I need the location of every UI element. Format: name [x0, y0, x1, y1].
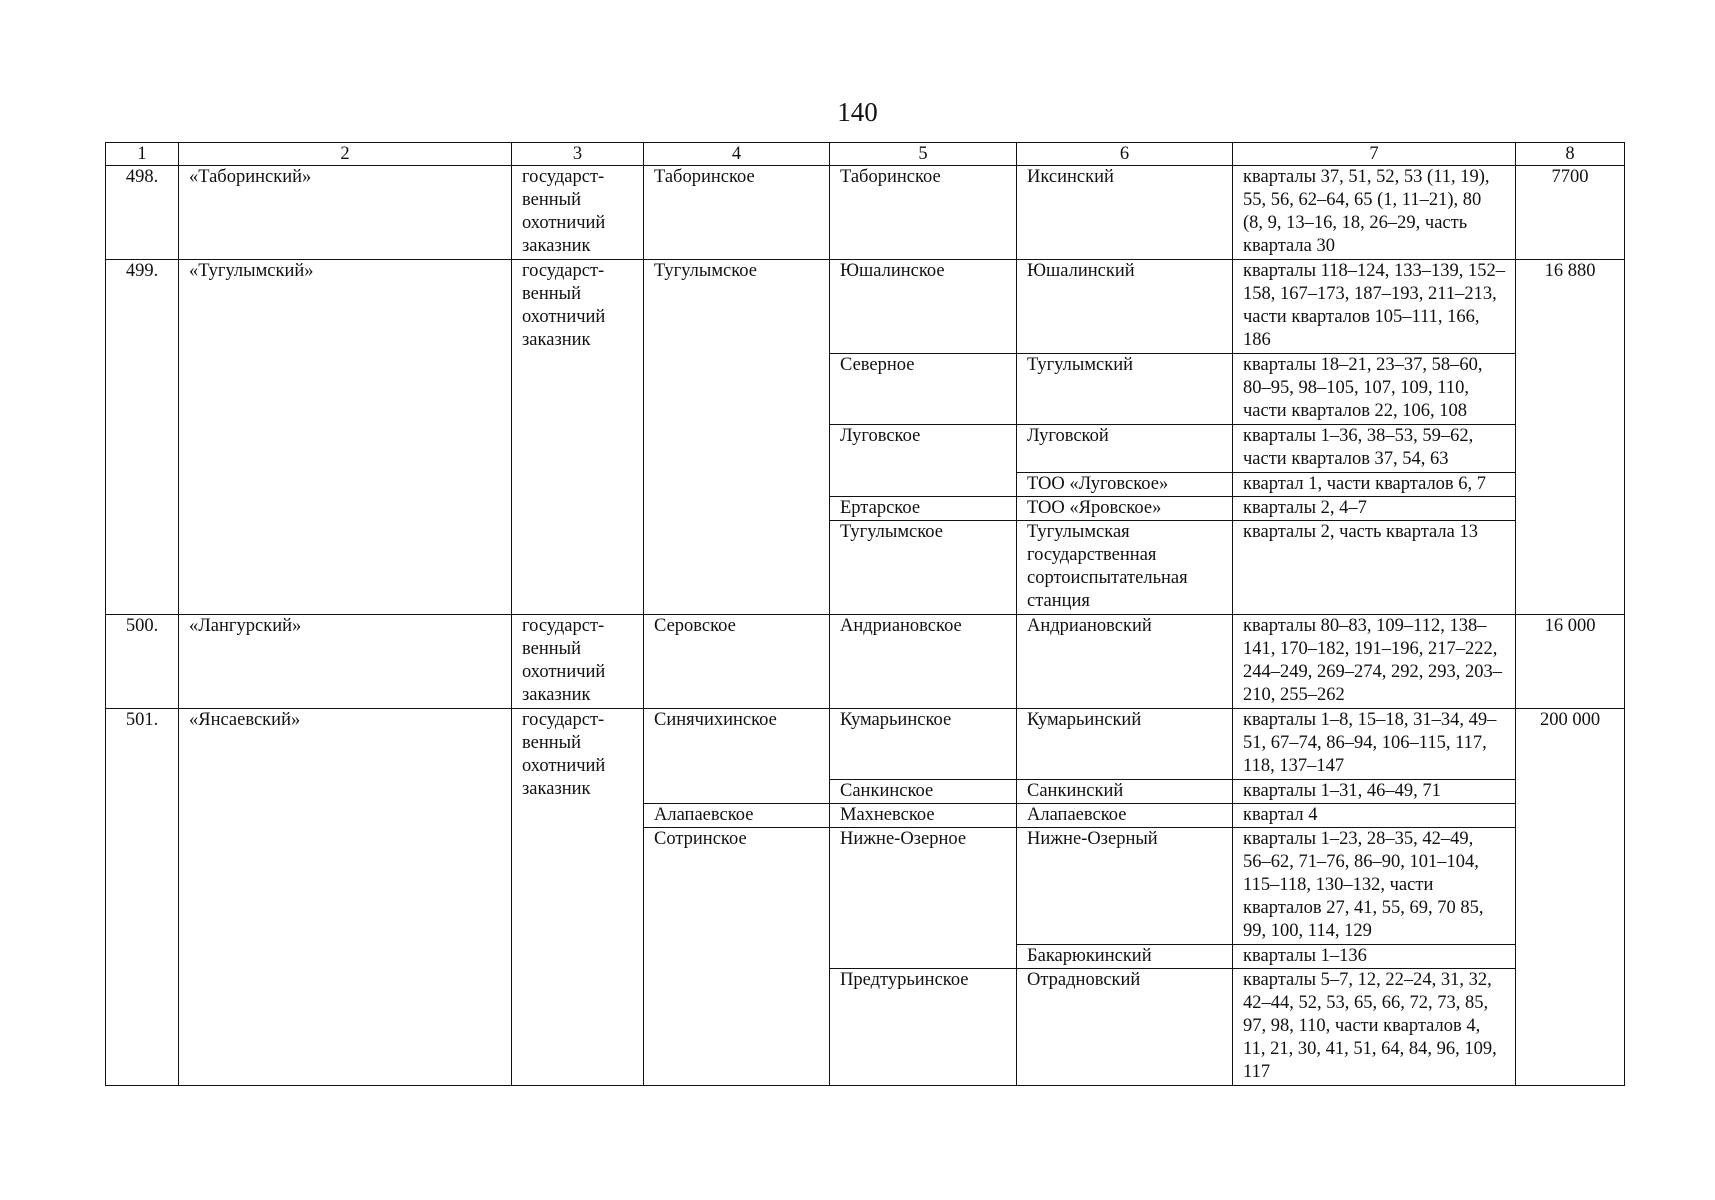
table-row [106, 709, 1625, 780]
area: 16 880 [1516, 260, 1625, 615]
quarters: кварталы 1–31, 46–49, 71 [1233, 780, 1516, 804]
forestry: Таборинское [830, 166, 1017, 260]
quarters: кварталы 80–83, 109–112, 138–141, 170–182, 191–196, 217–222, 244–249, 269–274, 292, 293, 203–210, 255–262 [1233, 615, 1516, 709]
quarters: кварталы 1–136 [1233, 945, 1516, 969]
forestry-district: Таборинское [644, 166, 830, 260]
forestry: Тугулымское [830, 521, 1017, 615]
forestry-unit: Кумарьинский [1017, 709, 1233, 780]
quarters: кварталы 1–23, 28–35, 42–49, 56–62, 71–76, 86–90, 101–104, 115–118, 130–132, части кварталов 27, 41, 55, 69, 70 85, 99, 100, 114, 129 [1233, 828, 1516, 945]
reserve-category: государст- венный охотничий заказник [512, 615, 644, 709]
forestry: Предтурьинское [830, 969, 1017, 1086]
quarters: кварталы 118–124, 133–139, 152–158, 167–173, 187–193, 211–213, части кварталов 105–111, 166, 186 [1233, 260, 1516, 354]
forestry: Андриановское [830, 615, 1017, 709]
row-number: 499. [106, 260, 179, 615]
reserve-category: государст- венный охотничий заказник [512, 260, 644, 615]
column-header: 3 [512, 143, 644, 166]
column-header: 6 [1017, 143, 1233, 166]
column-number-row [106, 143, 1625, 166]
column-header: 8 [1516, 143, 1625, 166]
area: 200 000 [1516, 709, 1625, 1086]
reserve-name: «Янсаевский» [179, 709, 512, 1086]
forestry-unit: Алапаевское [1017, 804, 1233, 828]
forestry-unit: Бакарюкинский [1017, 945, 1233, 969]
reserve-name: «Таборинский» [179, 166, 512, 260]
reserve-name: «Лангурский» [179, 615, 512, 709]
quarters: кварталы 18–21, 23–37, 58–60, 80–95, 98–105, 107, 109, 110, части кварталов 22, 106, 108 [1233, 354, 1516, 425]
quarters: кварталы 2, 4–7 [1233, 497, 1516, 521]
forestry: Кумарьинское [830, 709, 1017, 780]
page-number: 140 [837, 97, 878, 127]
forestry-unit: ТОО «Яровское» [1017, 497, 1233, 521]
quarters: квартал 4 [1233, 804, 1516, 828]
forestry-unit: Иксинский [1017, 166, 1233, 260]
column-header: 4 [644, 143, 830, 166]
area: 16 000 [1516, 615, 1625, 709]
quarters: кварталы 5–7, 12, 22–24, 31, 32, 42–44, 52, 53, 65, 66, 72, 73, 85, 97, 98, 110, части кварталов 4, 11, 21, 30, 41, 51, 64, 84, 96, 109, 117 [1233, 969, 1516, 1086]
forestry: Луговское [830, 425, 1017, 497]
row-number: 498. [106, 166, 179, 260]
forestry-unit: Нижне-Озерный [1017, 828, 1233, 945]
forestry: Ертарское [830, 497, 1017, 521]
forestry-unit: ТОО «Луговское» [1017, 473, 1233, 497]
quarters: кварталы 2, часть квартала 13 [1233, 521, 1516, 615]
table-row [106, 166, 1625, 260]
area: 7700 [1516, 166, 1625, 260]
reserve-category: государст- венный охотничий заказник [512, 709, 644, 1086]
forestry: Нижне-Озерное [830, 828, 1017, 969]
reserve-name: «Тугулымский» [179, 260, 512, 615]
quarters: квартал 1, части кварталов 6, 7 [1233, 473, 1516, 497]
forestry: Северное [830, 354, 1017, 425]
forestry-district: Синячихинское [644, 709, 830, 804]
quarters: кварталы 1–8, 15–18, 31–34, 49–51, 67–74, 86–94, 106–115, 117, 118, 137–147 [1233, 709, 1516, 780]
reserve-category: государст- венный охотничий заказник [512, 166, 644, 260]
table-row [106, 260, 1625, 354]
reserves-table [105, 142, 1625, 1086]
forestry-unit: Санкинский [1017, 780, 1233, 804]
forestry-district: Алапаевское [644, 804, 830, 828]
forestry: Санкинское [830, 780, 1017, 804]
quarters: кварталы 37, 51, 52, 53 (11, 19), 55, 56, 62–64, 65 (1, 11–21), 80 (8, 9, 13–16, 18, 26–29, часть квартала 30 [1233, 166, 1516, 260]
row-number: 501. [106, 709, 179, 1086]
forestry-unit: Тугулымская государственная сортоиспытательная станция [1017, 521, 1233, 615]
forestry: Юшалинское [830, 260, 1017, 354]
column-header: 1 [106, 143, 179, 166]
column-header: 5 [830, 143, 1017, 166]
column-header: 2 [179, 143, 512, 166]
forestry-unit: Андриановский [1017, 615, 1233, 709]
forestry-district: Тугулымское [644, 260, 830, 615]
quarters: кварталы 1–36, 38–53, 59–62, части кварталов 37, 54, 63 [1233, 425, 1516, 473]
row-number: 500. [106, 615, 179, 709]
forestry: Махневское [830, 804, 1017, 828]
forestry-unit: Тугулымский [1017, 354, 1233, 425]
forestry-district: Серовское [644, 615, 830, 709]
forestry-district: Сотринское [644, 828, 830, 1086]
forestry-unit: Отрадновский [1017, 969, 1233, 1086]
forestry-unit: Юшалинский [1017, 260, 1233, 354]
table-row [106, 615, 1625, 709]
forestry-unit: Луговской [1017, 425, 1233, 473]
column-header: 7 [1233, 143, 1516, 166]
